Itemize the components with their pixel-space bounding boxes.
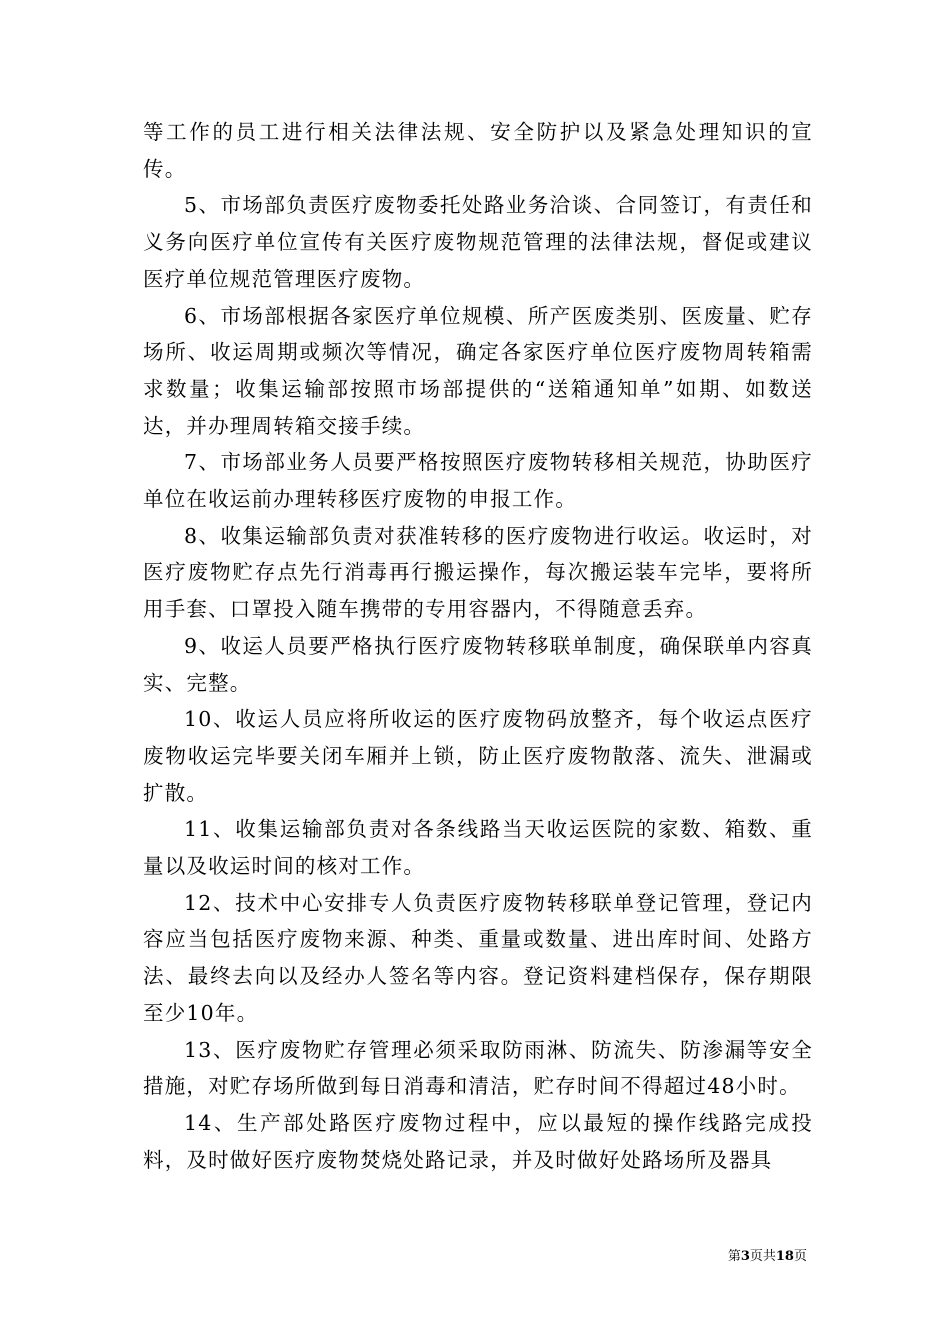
paragraph-6: 9、收运人员要严格执行医疗废物转移联单制度，确保联单内容真实、完整。: [143, 633, 813, 695]
paragraph-1: 等工作的员工进行相关法律法规、安全防护以及紧急处理知识的宣传。: [143, 120, 813, 181]
footer-middle: 页共: [749, 1249, 776, 1264]
paragraph-5: 8、收集运输部负责对获准转移的医疗废物进行收运。收运时，对医疗废物贮存点先行消毒再行搬运操作，每次搬运装车完毕，要将所用手套、口罩投入随车携带的专用容器内，不得随意丢弃。: [143, 523, 813, 622]
footer-prefix: 第: [727, 1249, 741, 1264]
footer-total-pages: 18: [775, 1249, 794, 1264]
paragraph-11: 14、生产部处路医疗废物过程中，应以最短的操作线路完成投料，及时做好医疗废物焚烧处路记录，并及时做好处路场所及器具: [143, 1110, 813, 1172]
paragraph-4: 7、市场部业务人员要严格按照医疗废物转移相关规范，协助医疗单位在收运前办理转移医疗废物的申报工作。: [143, 450, 813, 512]
footer-current-page: 3: [740, 1249, 750, 1264]
footer-suffix: 页: [793, 1249, 807, 1264]
document-body: [143, 114, 813, 1178]
paragraph-9: 12、技术中心安排专人负责医疗废物转移联单登记管理，登记内容应当包括医疗废物来源、种类、重量或数量、进出库时间、处路方法、最终去向以及经办人签名等内容。登记资料建档保存，保存期限至少10年。: [143, 890, 813, 1025]
page-footer: [728, 1249, 807, 1265]
paragraph-10: 13、医疗废物贮存管理必须采取防雨淋、防流失、防渗漏等安全措施，对贮存场所做到每日消毒和清洁，贮存时间不得超过48小时。: [143, 1037, 813, 1099]
paragraph-8: 11、收集运输部负责对各条线路当天收运医院的家数、箱数、重量以及收运时间的核对工作。: [143, 817, 813, 879]
paragraph-7: 10、收运人员应将所收运的医疗废物码放整齐，每个收运点医疗废物收运完毕要关闭车厢并上锁，防止医疗废物散落、流失、泄漏或扩散。: [143, 707, 813, 805]
paragraph-2: 5、市场部负责医疗废物委托处路业务洽谈、合同签订，有责任和义务向医疗单位宣传有关医疗废物规范管理的法律法规，督促或建议医疗单位规范管理医疗废物。: [143, 193, 813, 291]
paragraph-3: 6、市场部根据各家医疗单位规模、所产医废类别、医废量、贮存场所、收运周期或频次等情况，确定各家医疗单位医疗废物周转箱需求数量；收集运输部按照市场部提供的“送箱通知单”如期、如数送达，并办理周转箱交接手续。: [143, 303, 813, 438]
